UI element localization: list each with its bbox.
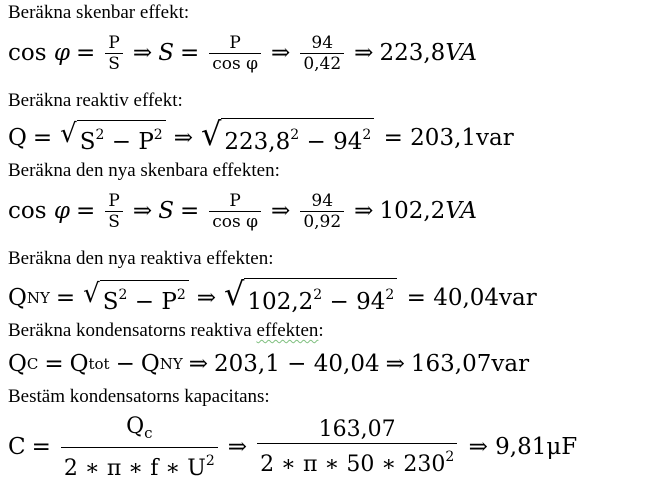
fraction-capacitance-values: $\frac{163,07}{2 ∗ \pi ∗ 50 ∗ 230^2}$ xyxy=(257,416,457,478)
equation-capacitance: C = $\frac{Q_c}{2 ∗ \pi ∗ f ∗ U^2}$ ⇒ $\frac{163,07}{2 ∗ \pi ∗ 50 ∗ 230^2}$ ⇒ 9,81μF xyxy=(8,413,578,481)
equation-reactive-power: Q = √ $S^2 - P^2$ ⇒ √ $223,8^2 - 94^2$ = 203,1var xyxy=(8,116,514,160)
radical-s-p: √ $S^2 - P^2$ xyxy=(60,120,166,156)
heading-reactive-power: Beräkna reaktiv effekt: xyxy=(8,90,183,111)
heading-capacitor-reactive-power: Beräkna kondensatorns reaktiva effekten: xyxy=(8,320,324,341)
heading-new-apparent-power: Beräkna den nya skenbara effekten: xyxy=(8,160,280,181)
spellcheck-squiggle: effekten xyxy=(256,320,319,341)
heading-new-reactive-power: Beräkna den nya reaktiva effekten: xyxy=(8,248,274,269)
equation-new-reactive-power: Q NY = √ $S^2 - P^2$ ⇒ √ $102,2^2 - 94^2$ = 40,04var xyxy=(8,276,537,320)
fraction-p-over-cosphi: $\frac{P}{\text{cos φ}}$ xyxy=(209,33,261,74)
heading-apparent-power: Beräkna skenbar effekt: xyxy=(8,2,190,23)
heading-capacitance: Bestäm kondensatorns kapacitans: xyxy=(8,386,270,407)
fraction-p-over-s: $\frac{P}{S}$ xyxy=(105,33,123,74)
equation-apparent-power: cos φ = $\frac{P}{S}$ ⇒ S = $\frac{P}{\text{cos φ}}$ ⇒ $\frac{94}{0,42}$ ⇒ 223,8 VA xyxy=(8,32,477,74)
radical-s-p: √ $S^2 - P^2$ xyxy=(83,280,189,316)
radical-values: √ $223,8^2 - 94^2$ xyxy=(201,118,374,158)
fraction-p-over-cosphi: $\frac{P}{\text{cos φ}}$ xyxy=(209,191,261,232)
equation-new-apparent-power: cos φ = $\frac{P}{S}$ ⇒ S = $\frac{P}{\text{cos φ}}$ ⇒ $\frac{94}{0,92}$ ⇒ 102,2 VA xyxy=(8,190,477,232)
fraction-values: $\frac{94}{0,42}$ xyxy=(300,33,344,74)
radical-values: √ $102,2^2 - 94^2$ xyxy=(224,278,397,318)
equation-capacitor-reactive-power: Q C = Q tot − Q NY ⇒ 203,1 − 40,04 ⇒ 163,07var xyxy=(8,351,530,377)
fraction-p-over-s: $\frac{P}{S}$ xyxy=(105,191,123,232)
fraction-values: $\frac{94}{0,92}$ xyxy=(300,191,344,232)
fraction-qc-formula: $\frac{Q_c}{2 ∗ \pi ∗ f ∗ U^2}$ xyxy=(61,413,218,482)
